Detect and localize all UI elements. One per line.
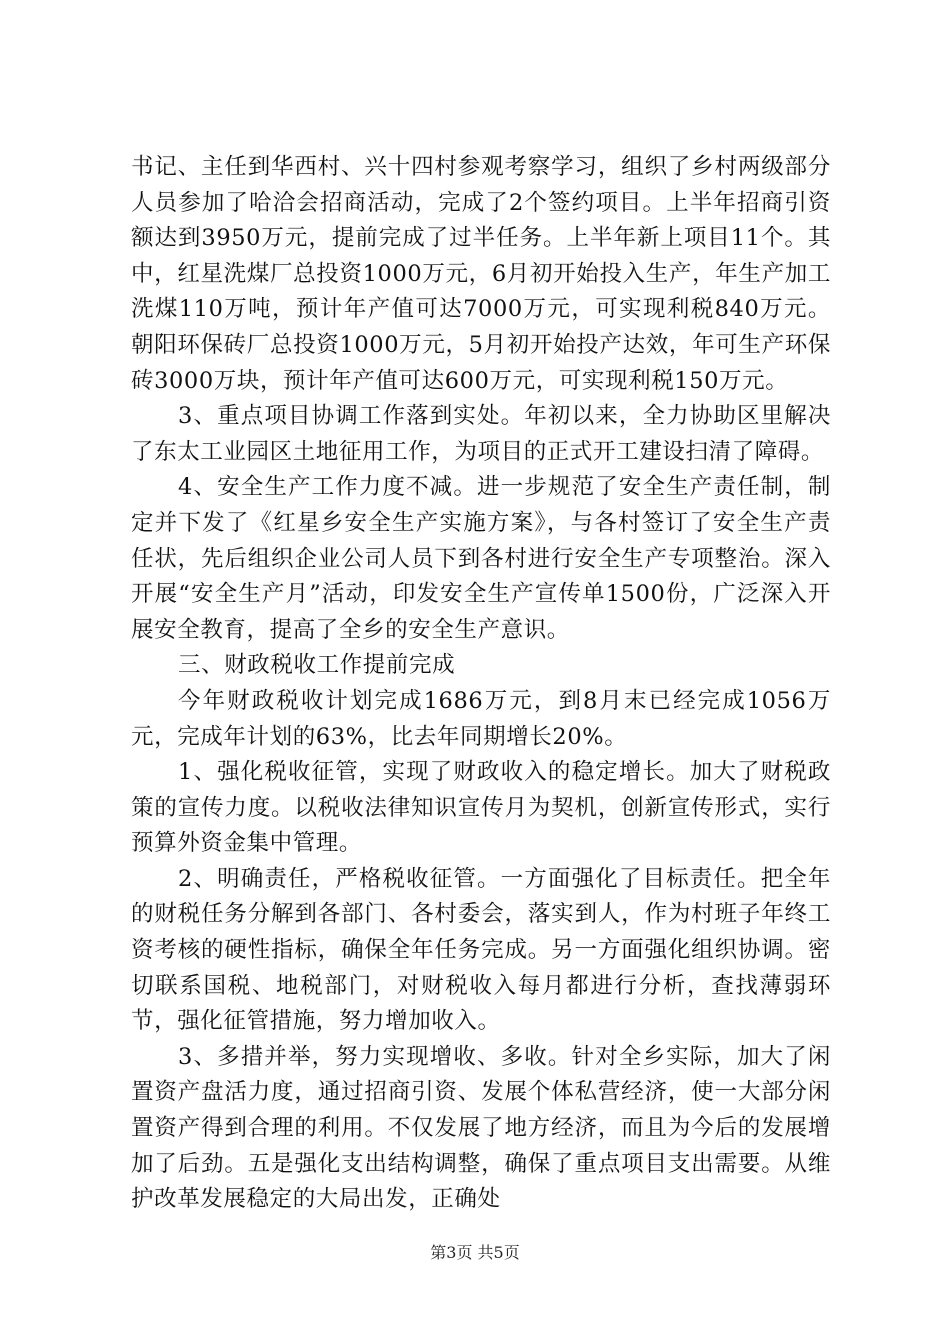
- paragraph-3: 4、安全生产工作力度不减。进一步规范了安全生产责任制，制定并下发了《红星乡安全生产实施方案》，与各村签订了安全生产责任状，先后组织企业公司人员下到各村进行安全生产专项整治。深入开展“安全生产月”活动，印发安全生产宣传单1500份，广泛深入开展安全教育，提高了全乡的安全生产意识。: [131, 474, 831, 643]
- paragraph-5: 今年财政税收计划完成1686万元，到8月末已经完成1056万元，完成年计划的63%，比去年同期增长20%。: [131, 687, 831, 750]
- paragraph-8: 3、多措并举，努力实现增收、多收。针对全乡实际，加大了闲置资产盘活力度，通过招商引资、发展个体私营经济，使一大部分闲置资产得到合理的利用。不仅发展了地方经济，而且为今后的发展增加了后劲。五是强化支出结构调整，确保了重点项目支出需要。从维护改革发展稳定的大局出发，正确处: [131, 1043, 831, 1213]
- paragraph-2: 3、重点项目协调工作落到实处。年初以来，全力协助区里解决了东太工业园区土地征用工作，为项目的正式开工建设扫清了障碍。: [131, 403, 831, 465]
- page-number: 第3页 共5页: [430, 1243, 520, 1262]
- paragraph-6: 1、强化税收征管，实现了财政收入的稳定增长。加大了财税政策的宣传力度。以税收法律知识宣传月为契机，创新宣传形式，实行预算外资金集中管理。: [131, 759, 831, 857]
- document-body: [131, 150, 831, 1218]
- page-footer: [0, 1243, 950, 1263]
- paragraph-7: 2、明确责任，严格税收征管。一方面强化了目标责任。把全年的财税任务分解到各部门、各村委会，落实到人，作为村班子年终工资考核的硬性指标，确保全年任务完成。另一方面强化组织协调。密切联系国税、地税部门，对财税收入每月都进行分析，查找薄弱环节，强化征管措施，努力增加收入。: [131, 865, 831, 1035]
- paragraph-1: 书记、主任到华西村、兴十四村参观考察学习，组织了乡村两级部分人员参加了哈洽会招商活动，完成了2个签约项目。上半年招商引资额达到3950万元，提前完成了过半任务。上半年新上项目11个。其中，红星洗煤厂总投资1000万元，6月初开始投入生产，年生产加工洗煤110万吨，预计年产值可达7000万元，可实现利税840万元。朝阳环保砖厂总投资1000万元，5月初开始投产达效，年可生产环保砖3000万块，预计年产值可达600万元，可实现利税150万元。: [131, 154, 831, 394]
- section-heading-3: 三、财政税收工作提前完成: [178, 652, 456, 679]
